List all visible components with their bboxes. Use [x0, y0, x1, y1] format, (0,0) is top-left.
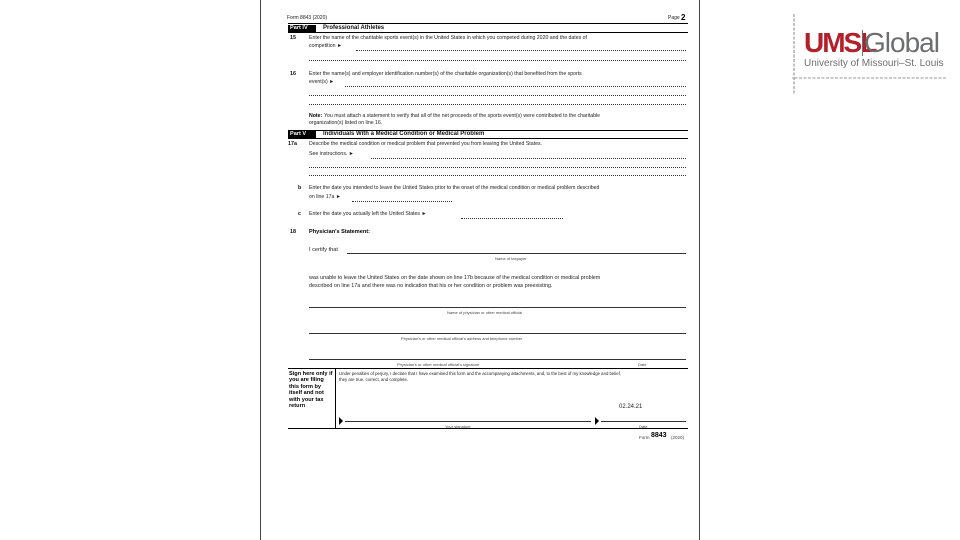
perjury-line2: they are true, correct, and complete. [339, 377, 409, 382]
q16-number: 16 [290, 71, 296, 77]
part-iv-label: Part IV [288, 25, 316, 32]
q16-input-line1[interactable] [345, 86, 686, 87]
q17a-input-line1[interactable] [371, 158, 686, 159]
unable-text-line2: described on line 17a and there was no indication that his or her condition or problem was preexisting. [309, 283, 553, 289]
footer-form-label: Form [639, 435, 650, 440]
q15-text-line1: Enter the name of the charitable sports event(s) in the United States in which you competed during 2020 and the dates of [309, 35, 587, 41]
physician-name-caption: Name of physician or other medical official [447, 310, 523, 315]
sign-divider [335, 368, 336, 428]
physician-signature-caption: Physician's or other medical official's signature [397, 362, 480, 367]
sign-date-input[interactable] [601, 421, 686, 422]
form-header-page: Page [668, 15, 680, 21]
logo-divider [862, 30, 863, 56]
form-page [260, 0, 700, 540]
part-iv-rule [288, 32, 688, 33]
perjury-line1: Under penalties of perjury, I declare that I have examined this form and the accompanying attachments, and, to the best of my knowledge and belief, [339, 371, 622, 376]
q18-title: Physician's Statement: [309, 229, 371, 235]
q17c-number: c [298, 211, 301, 217]
q16-text-line1: Enter the name(s) and employer identification number(s) of the charitable organization(s) that benefited from the sports [309, 71, 582, 77]
footer-form-year: (2020) [671, 435, 685, 440]
physician-date-caption: Date [638, 362, 647, 367]
signature-arrow-icon [339, 417, 343, 425]
taxpayer-name-input[interactable] [347, 253, 686, 254]
q18-number: 18 [290, 229, 296, 235]
q17c-date-input[interactable] [461, 218, 563, 219]
physician-signature-input[interactable] [309, 359, 686, 360]
note-label: Note: [309, 113, 323, 119]
sign-here-label: Sign here only if you are filing this form by itself and not with your tax return [289, 371, 333, 410]
date-arrow-icon [595, 417, 599, 425]
q17a-text-line1: Describe the medical condition or medical problem that prevented you from leaving the United States. [309, 141, 542, 147]
your-signature-caption: Your signature [445, 424, 471, 429]
q17a-number: 17a [288, 141, 297, 147]
physician-address-input[interactable] [309, 333, 686, 334]
unable-text-line1: was unable to leave the United States on the date shown on line 17b because of the medical condition or medical problem [309, 275, 601, 281]
q16-input-line3[interactable] [309, 104, 686, 105]
q17a-input-line3[interactable] [309, 175, 686, 176]
q17a-text-line2: See instructions. ► [309, 151, 354, 157]
q17b-text-line1: Enter the date you intended to leave the United States prior to the onset of the medical condition or medical problem described [309, 185, 600, 191]
header-rule [288, 23, 688, 24]
q15-text-line2: competition ► [309, 43, 343, 49]
logo-subtitle: University of Missouri–St. Louis [804, 58, 944, 69]
physician-address-caption: Physician's or other medical official's address and telephone number [401, 336, 523, 341]
sign-date-caption: Date [639, 424, 648, 429]
form-header-page-num: 2 [681, 13, 686, 22]
logo-global: Global [864, 27, 939, 58]
sign-bottom-rule [288, 428, 688, 429]
physician-name-input[interactable] [309, 307, 686, 308]
sign-date-value[interactable]: 02.24.21 [619, 404, 643, 410]
sign-top-rule [288, 368, 688, 369]
q15-input-line2[interactable] [309, 60, 686, 61]
logo-umsl: UMSL [804, 27, 876, 58]
q17b-date-input[interactable] [352, 201, 452, 202]
part-v-rule [288, 138, 688, 139]
q17a-input-line2[interactable] [309, 167, 686, 168]
q16-text-line2: event(s) ► [309, 79, 335, 85]
footer-form-number: 8843 [651, 432, 667, 439]
certify-label: I certify that [309, 247, 338, 253]
part-v-label: Part V [288, 131, 316, 138]
q16-input-line2[interactable] [309, 95, 686, 96]
part-iv-title: Professional Athletes [323, 25, 385, 31]
q15-number: 15 [290, 35, 296, 41]
q15-input-line1[interactable] [356, 50, 686, 51]
your-signature-input[interactable] [345, 421, 591, 422]
q17c-text: Enter the date you actually left the United States ► [309, 211, 427, 217]
q17b-text-line2: on line 17a ► [309, 194, 341, 200]
note-line2: organization(s) listed on line 16. [309, 120, 383, 126]
note-line1: You must attach a statement to verify that all of the net proceeds of the sports event(s) were contributed to the charitable [324, 113, 601, 119]
form-header-left: Form 8843 (2020) [287, 15, 328, 21]
q17b-number: b [298, 185, 302, 191]
part-v-title: Individuals With a Medical Condition or Medical Problem [323, 131, 485, 137]
taxpayer-name-caption: Name of taxpayer [495, 256, 527, 261]
